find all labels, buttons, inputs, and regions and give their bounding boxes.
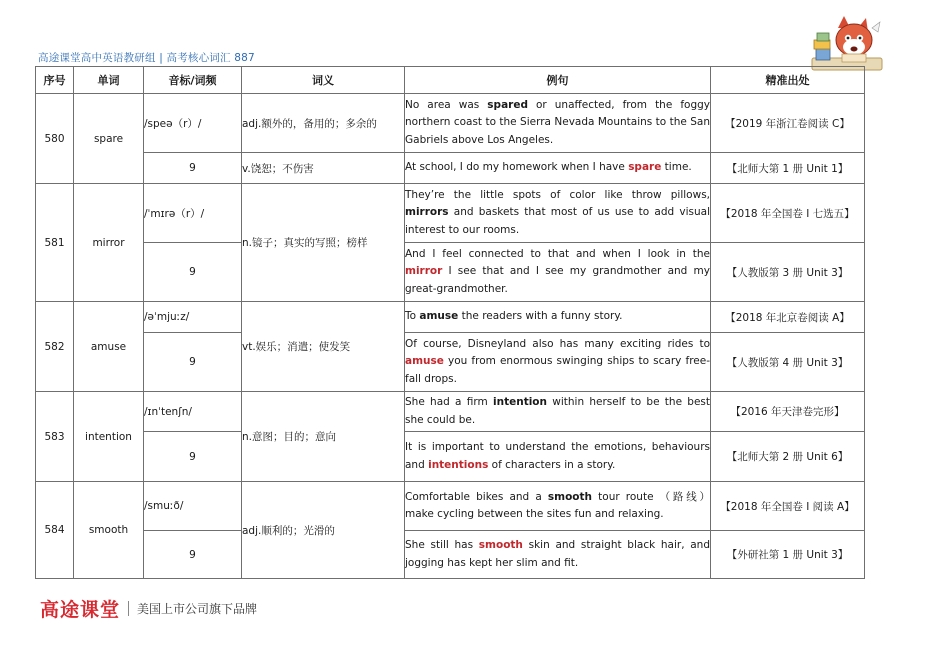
example-sentence: No area was spared or unaffected, from the foggy northern coast to the Sierra Nevada Mountains to the San Gabriels above Los Angeles. (405, 94, 711, 153)
entry-source: 【外研社第 1 册 Unit 3】 (711, 531, 865, 579)
entry-number: 580 (36, 94, 74, 184)
example-keyword: smooth (478, 539, 523, 551)
entry-meaning: vt.娱乐；消遣；使发笑 (242, 302, 405, 392)
example-keyword: amuse (405, 355, 444, 368)
entry-source: 【2018 年全国卷 I 阅读 A】 (711, 482, 865, 531)
footer-divider (128, 601, 129, 616)
example-keyword: mirrors (405, 206, 449, 219)
entry-word: mirror (74, 184, 144, 302)
column-header-source: 精准出处 (711, 67, 865, 94)
example-sentence: At school, I do my homework when I have spare time. (405, 153, 711, 184)
table-row (36, 153, 865, 184)
entry-source: 【2018 年全国卷 I 七选五】 (711, 184, 865, 243)
table-row (36, 392, 865, 432)
entry-phonetic: /smuːð/ (144, 482, 242, 531)
table-row (36, 482, 865, 531)
brand-tagline: 美国上市公司旗下品牌 (137, 601, 258, 616)
column-header-number: 序号 (36, 67, 74, 94)
entry-source: 【北师大第 2 册 Unit 6】 (711, 432, 865, 482)
entry-source: 【2018 年北京卷阅读 A】 (711, 302, 865, 333)
example-sentence: They’re the little spots of color like throw pillows, mirrors and baskets that most of us use to add visual interest to our rooms. (405, 184, 711, 243)
entry-meaning: adj.额外的，备用的；多余的 (242, 94, 405, 153)
example-keyword: amuse (419, 310, 459, 323)
entry-frequency: 9 (144, 153, 242, 184)
entry-meaning: adj.顺利的；光滑的 (242, 482, 405, 579)
page-header: 高途课堂高中英语教研组 | 高考核心词汇 887 (38, 52, 255, 64)
entry-phonetic: /speə（r）/ (144, 94, 242, 153)
table-row (36, 333, 865, 392)
table-row (36, 184, 865, 243)
entry-word: smooth (74, 482, 144, 579)
example-sentence: She had a firm intention within herself to be the best she could be. (405, 392, 711, 432)
entry-number: 582 (36, 302, 74, 392)
entry-meaning: v.饶恕；不伤害 (242, 153, 405, 184)
entry-meaning: n.意图；目的；意向 (242, 392, 405, 482)
entry-source: 【2019 年浙江卷阅读 C】 (711, 94, 865, 153)
entry-word: amuse (74, 302, 144, 392)
entry-frequency: 9 (144, 531, 242, 579)
vocabulary-table (35, 66, 865, 579)
entry-number: 583 (36, 392, 74, 482)
entry-number: 581 (36, 184, 74, 302)
example-sentence: To amuse the readers with a funny story. (405, 302, 711, 333)
example-sentence: Of course, Disneyland also has many exciting rides to amuse you from enormous swinging ships to scary free-fall drops. (405, 333, 711, 392)
entry-source: 【人教版第 4 册 Unit 3】 (711, 333, 865, 392)
table-row (36, 432, 865, 482)
page-footer (40, 596, 257, 620)
example-keyword: spared (487, 98, 528, 111)
entry-phonetic: /ˈmɪrə（r）/ (144, 184, 242, 243)
entry-source: 【人教版第 3 册 Unit 3】 (711, 243, 865, 302)
example-sentence: And I feel connected to that and when I look in the mirror I see that and I see my grandmother and my great-grandmother. (405, 243, 711, 302)
table-header-row (36, 67, 865, 94)
example-keyword: smooth (547, 490, 593, 503)
entry-meaning: n.镜子；真实的写照；榜样 (242, 184, 405, 302)
table-row (36, 302, 865, 333)
example-sentence: Comfortable bikes and a smooth tour route （路线）make cycling between the sites fun and relaxing. (405, 482, 711, 531)
entry-phonetic: /ɪnˈtenʃn/ (144, 392, 242, 432)
entry-number: 584 (36, 482, 74, 579)
column-header-phonetic: 音标/词频 (144, 67, 242, 94)
example-sentence: She still has smooth skin and straight black hair, and jogging has kept her slim and fit. (405, 531, 711, 579)
column-header-meaning: 词义 (242, 67, 405, 94)
entry-word: intention (74, 392, 144, 482)
example-keyword: intention (493, 396, 547, 408)
example-keyword: mirror (405, 265, 443, 278)
entry-frequency: 9 (144, 432, 242, 482)
example-keyword: spare (628, 161, 662, 174)
entry-frequency: 9 (144, 333, 242, 392)
brand-logo: 高途课堂 (40, 598, 121, 621)
column-header-example: 例句 (405, 67, 711, 94)
table-row (36, 531, 865, 579)
entry-word: spare (74, 94, 144, 184)
fox-mascot-with-books-icon (808, 14, 886, 72)
example-keyword: intentions (428, 458, 489, 471)
entry-source: 【北师大第 1 册 Unit 1】 (711, 153, 865, 184)
table-row (36, 94, 865, 153)
entry-frequency: 9 (144, 243, 242, 302)
table-row (36, 243, 865, 302)
example-sentence: It is important to understand the emotions, behaviours and intentions of characters in a story. (405, 432, 711, 482)
entry-source: 【2016 年天津卷完形】 (711, 392, 865, 432)
column-header-word: 单词 (74, 67, 144, 94)
entry-phonetic: /əˈmjuːz/ (144, 302, 242, 333)
